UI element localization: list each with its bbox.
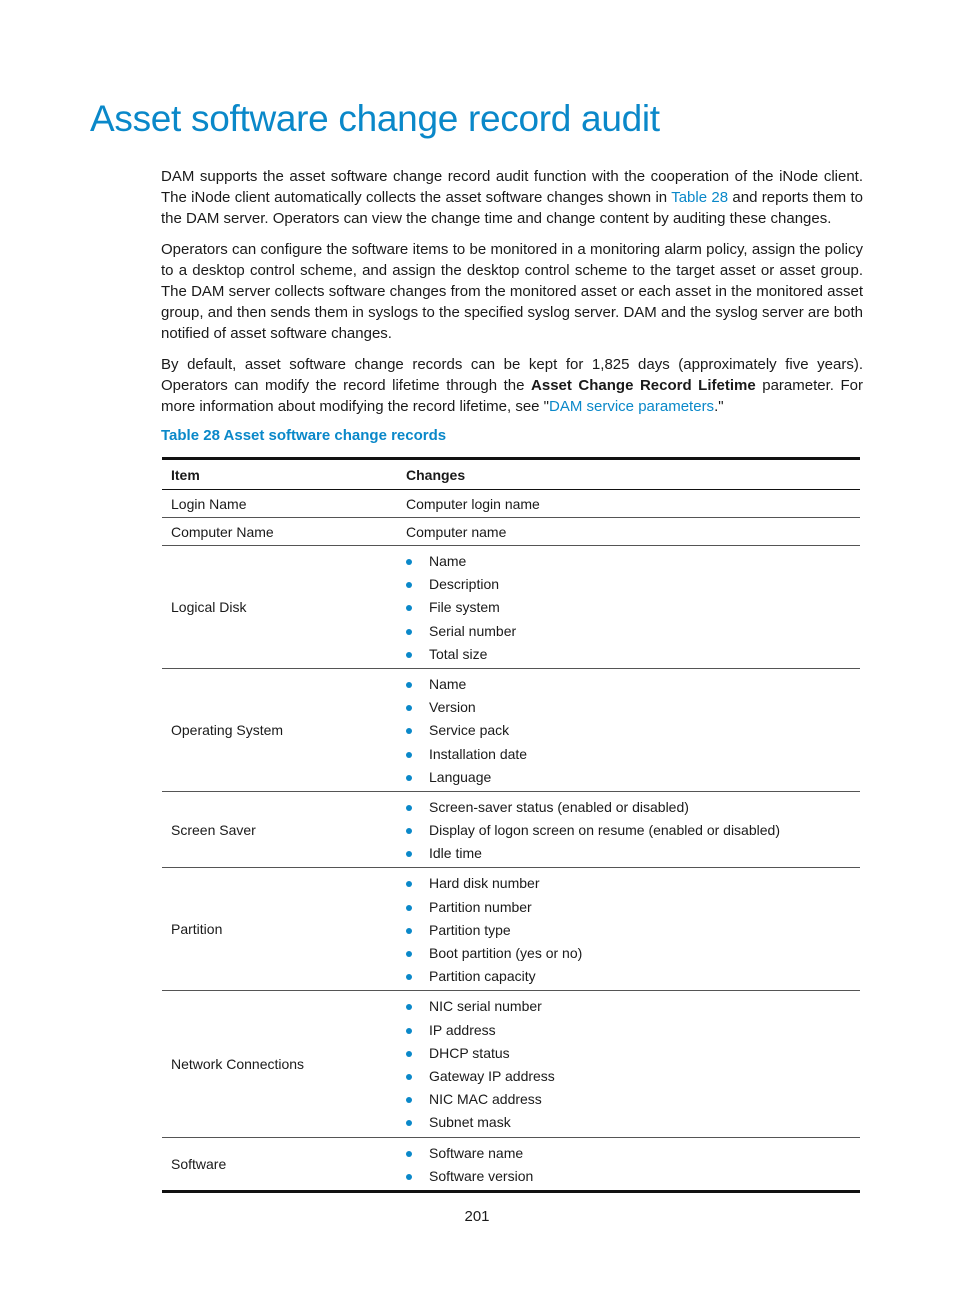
table-row xyxy=(162,490,860,518)
list-item-text: Name xyxy=(429,675,467,692)
table-row xyxy=(162,1137,860,1191)
list-item xyxy=(406,743,860,766)
bullet-icon xyxy=(406,881,412,887)
row-item: Network Connections xyxy=(162,991,397,1137)
bullet-icon xyxy=(406,682,412,688)
list-item-text: Screen-saver status (enabled or disabled) xyxy=(429,798,689,815)
list-item-text: Total size xyxy=(429,645,488,662)
paragraph-intro xyxy=(161,166,863,229)
changes-list xyxy=(406,792,860,868)
list-item xyxy=(406,1165,860,1188)
list-item-text: Name xyxy=(429,553,467,569)
list-item xyxy=(406,1065,860,1088)
header-changes: Changes xyxy=(397,459,860,490)
list-item xyxy=(406,796,860,819)
list-item xyxy=(406,696,860,719)
bullet-icon xyxy=(406,928,412,934)
list-item-text: Description xyxy=(429,576,500,593)
list-item-text: Display of logon screen on resume (enabled or disabled) xyxy=(429,822,780,839)
changes-list xyxy=(406,669,860,791)
bullet-icon xyxy=(406,805,412,811)
list-item xyxy=(406,766,860,789)
header-item: Item xyxy=(162,459,397,490)
table-row xyxy=(162,546,860,669)
row-item: Software xyxy=(171,1155,227,1172)
table-row xyxy=(162,518,860,546)
row-changes xyxy=(397,868,860,991)
bullet-icon xyxy=(406,775,412,781)
list-item xyxy=(406,1019,860,1042)
bullet-icon xyxy=(406,752,412,758)
bullet-icon xyxy=(406,1151,412,1157)
list-item-text: Idle time xyxy=(429,845,482,862)
list-item-text: Serial number xyxy=(429,622,517,639)
list-item xyxy=(406,919,860,942)
list-item xyxy=(406,573,860,596)
table-28-link[interactable]: Table 28 xyxy=(671,189,729,206)
row-changes xyxy=(397,991,860,1137)
list-item-text: Language xyxy=(429,768,492,785)
list-item-text: Software name xyxy=(429,1144,524,1161)
list-item-text: Boot partition (yes or no) xyxy=(429,945,583,961)
list-item-text: Partition capacity xyxy=(429,968,536,985)
bullet-icon xyxy=(406,951,412,957)
paragraph-lifetime xyxy=(161,354,863,417)
list-item-text: DHCP status xyxy=(429,1044,510,1061)
paragraph-lifetime-text: By default, asset software change records can be kept for 1,825 days (approximately five years). Operators can modify the record lifetime through the xyxy=(161,356,863,394)
row-changes: Computer login name xyxy=(397,490,860,518)
row-changes xyxy=(397,546,860,669)
list-item-text: NIC MAC address xyxy=(429,1091,542,1108)
list-item xyxy=(406,673,860,696)
list-item-text: Version xyxy=(429,699,476,716)
row-changes: Computer name xyxy=(397,518,860,546)
row-item: Logical Disk xyxy=(162,546,397,669)
list-item xyxy=(406,872,860,895)
table-row xyxy=(162,791,860,868)
bullet-icon xyxy=(406,728,412,734)
list-item-text: Partition type xyxy=(429,921,511,938)
list-item xyxy=(406,719,860,742)
table-row xyxy=(162,668,860,791)
row-item: Operating System xyxy=(162,668,397,791)
list-item-text: IP address xyxy=(429,1021,496,1038)
list-item-text: File system xyxy=(429,599,500,616)
bullet-icon xyxy=(406,705,412,711)
list-item xyxy=(406,896,860,919)
bullet-icon xyxy=(406,1051,412,1057)
row-changes xyxy=(397,1137,860,1191)
parameter-name: Asset Change Record Lifetime xyxy=(531,377,756,394)
bullet-icon xyxy=(406,1174,412,1180)
list-item-text: NIC serial number xyxy=(429,998,542,1015)
list-item xyxy=(406,819,860,842)
row-changes xyxy=(397,791,860,868)
changes-list xyxy=(406,991,860,1136)
list-item xyxy=(406,1042,860,1065)
changes-list xyxy=(406,868,860,990)
table-caption: Table 28 Asset software change records xyxy=(161,427,447,444)
dam-service-parameters-link[interactable]: DAM service parameters xyxy=(549,398,715,415)
row-item: Partition xyxy=(162,868,397,991)
list-item xyxy=(406,995,860,1018)
table-row xyxy=(162,868,860,991)
paragraph-lifetime-middle: parameter. For more information about modifying the record lifetime, see " xyxy=(161,377,863,415)
table-body xyxy=(162,490,860,1192)
bullet-icon xyxy=(406,652,412,658)
table-row xyxy=(162,991,860,1137)
bullet-icon xyxy=(406,1028,412,1034)
bullet-icon xyxy=(406,629,412,635)
bullet-icon xyxy=(406,828,412,834)
row-item: Computer Name xyxy=(162,518,397,546)
paragraph-intro-text-end: and reports them to the DAM server. Operators can view the change time and change content by auditing these changes. xyxy=(161,189,863,227)
list-item xyxy=(406,1111,860,1134)
paragraph-intro-text: DAM supports the asset software change record audit function with the cooperation of the iNode client. The iNode client automatically collects the asset software changes shown in xyxy=(161,168,863,206)
page-title: Asset software change record audit xyxy=(90,98,660,139)
asset-software-change-table xyxy=(162,457,860,1193)
list-item xyxy=(406,550,860,573)
bullet-icon xyxy=(406,1004,412,1010)
list-item-text: Gateway IP address xyxy=(429,1067,555,1084)
bullet-icon xyxy=(406,1120,412,1126)
list-item xyxy=(406,620,860,643)
paragraph-lifetime-end: ." xyxy=(714,398,724,415)
bullet-icon xyxy=(406,605,412,611)
list-item-text: Hard disk number xyxy=(429,875,540,892)
page-number: 201 xyxy=(464,1208,490,1225)
list-item xyxy=(406,965,860,988)
row-item: Screen Saver xyxy=(162,791,397,868)
list-item xyxy=(406,942,860,965)
bullet-icon xyxy=(406,1074,412,1080)
bullet-icon xyxy=(406,582,412,588)
list-item-text: Installation date xyxy=(429,745,528,762)
changes-list xyxy=(406,546,860,668)
row-item: Login Name xyxy=(162,490,397,518)
bullet-icon xyxy=(406,974,412,980)
bullet-icon xyxy=(406,1097,412,1103)
list-item xyxy=(406,1142,860,1165)
list-item xyxy=(406,643,860,666)
list-item-text: Service pack xyxy=(429,722,510,739)
bullet-icon xyxy=(406,905,412,911)
list-item xyxy=(406,842,860,865)
bullet-icon xyxy=(406,851,412,857)
list-item xyxy=(406,1088,860,1111)
list-item xyxy=(406,596,860,619)
changes-list xyxy=(406,1138,860,1190)
list-item-text: Subnet mask xyxy=(429,1114,511,1131)
paragraph-policy: Operators can configure the software items to be monitored in a monitoring alarm policy, assign the policy to a desktop control scheme, and assign the desktop control scheme to the target asset or asset group. The DAM server collects software changes from the monitored asset or each asset in the monitored asset group, and then sends them in syslogs to the specified syslog server. DAM and the syslog server are both notified of asset software changes. xyxy=(161,241,863,342)
list-item-text: Software version xyxy=(429,1167,534,1184)
list-item-text: Partition number xyxy=(429,898,532,915)
row-changes xyxy=(397,668,860,791)
bullet-icon xyxy=(406,559,412,565)
table-header-row xyxy=(162,459,860,490)
